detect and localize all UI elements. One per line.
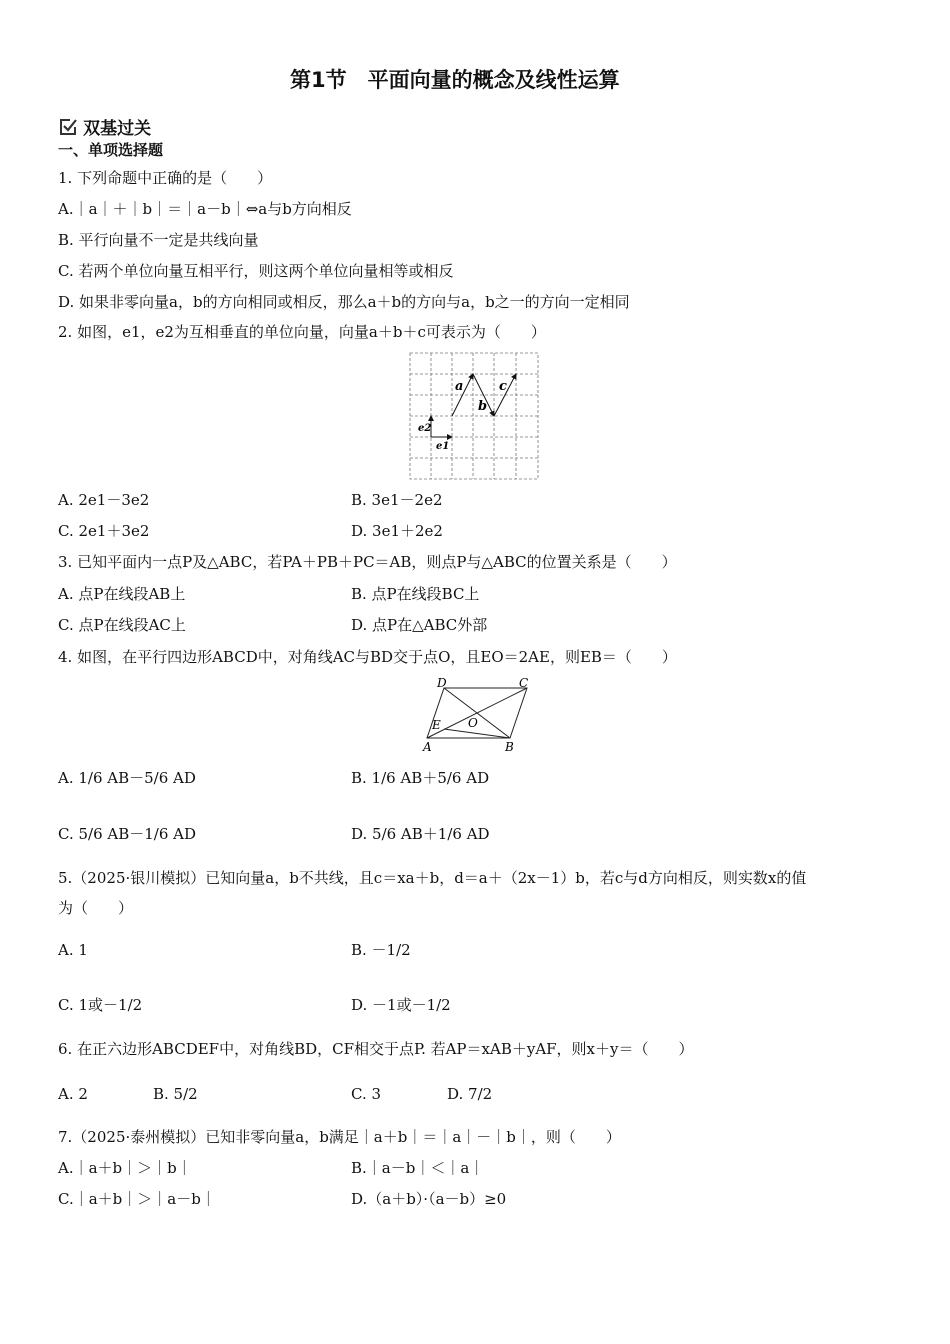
- label-B: B: [505, 740, 514, 754]
- q5-option-a[interactable]: A. 1: [58, 941, 88, 959]
- q6-option-a[interactable]: A. 2: [58, 1085, 88, 1103]
- label-e1: e1: [436, 441, 450, 452]
- q5-option-d[interactable]: D. －1或－1/2: [351, 996, 451, 1014]
- q2-option-c[interactable]: C. 2e1＋3e2: [58, 522, 150, 540]
- q6-stem: 6. 在正六边形ABCDEF中，对角线BD，CF相交于点P. 若AP＝xAB＋yAF，则x＋y＝（ ）: [58, 1040, 694, 1058]
- q4-parallelogram-figure: [415, 675, 535, 755]
- q6-option-c[interactable]: C. 3: [351, 1085, 382, 1103]
- q3-option-b[interactable]: B. 点P在线段BC上: [351, 585, 480, 603]
- label-D: D: [437, 676, 447, 690]
- label-E: E: [432, 718, 441, 732]
- q5-stem-line1: 5.（2025·银川模拟）已知向量a，b不共线，且c＝xa＋b，d＝a＋（2x－1）b，若c与d方向相反，则实数x的值: [58, 869, 807, 887]
- q7-stem: 7.（2025·泰州模拟）已知非零向量a，b满足｜a＋b｜＝｜a｜－｜b｜，则（ ）: [58, 1128, 621, 1146]
- label-e2: e2: [418, 423, 432, 434]
- q1-option-d[interactable]: D. 如果非零向量a，b的方向相同或相反，那么a＋b的方向与a，b之一的方向一定相同: [58, 293, 630, 311]
- q3-stem: 3. 已知平面内一点P及△ABC，若PA＋PB＋PC＝AB，则点P与△ABC的位置关系是（ ）: [58, 553, 677, 571]
- section-header: [58, 114, 151, 139]
- section-label: 双基过关: [83, 119, 152, 139]
- q7-option-a[interactable]: A.｜a＋b｜＞｜b｜: [58, 1159, 192, 1177]
- q5-stem-line2: 为（ ）: [58, 899, 134, 917]
- q2-option-a[interactable]: A. 2e1－3e2: [58, 491, 150, 509]
- q1-option-a[interactable]: A.｜a｜＋｜b｜＝｜a－b｜⇔a与b方向相反: [58, 200, 352, 218]
- label-A: A: [423, 740, 432, 754]
- q4-option-c[interactable]: C. 5/6 AB－1/6 AD: [58, 825, 197, 843]
- q4-option-d[interactable]: D. 5/6 AB＋1/6 AD: [351, 825, 490, 843]
- q4-option-b[interactable]: B. 1/6 AB＋5/6 AD: [351, 769, 490, 787]
- q3-option-d[interactable]: D. 点P在△ABC外部: [351, 616, 488, 634]
- label-O: O: [468, 716, 478, 730]
- q5-option-c[interactable]: C. 1或－1/2: [58, 996, 143, 1014]
- label-a: a: [455, 379, 464, 394]
- q4-option-a[interactable]: A. 1/6 AB－5/6 AD: [58, 769, 196, 787]
- q3-option-a[interactable]: A. 点P在线段AB上: [58, 585, 186, 603]
- label-b: b: [478, 399, 488, 414]
- q2-stem: 2. 如图，e1，e2为互相垂直的单位向量，向量a＋b＋c可表示为（ ）: [58, 323, 546, 341]
- q1-stem: 1. 下列命题中正确的是（ ）: [58, 169, 273, 187]
- q6-option-b[interactable]: B. 5/2: [153, 1085, 198, 1103]
- grid-lines: [410, 353, 538, 479]
- q1-option-c[interactable]: C. 若两个单位向量互相平行，则这两个单位向量相等或相反: [58, 262, 454, 280]
- q7-option-c[interactable]: C.｜a＋b｜＞｜a－b｜: [58, 1190, 216, 1208]
- q2-grid-figure: [409, 352, 541, 482]
- label-c: c: [499, 379, 507, 394]
- page-title: 第1节 平面向量的概念及线性运算: [290, 68, 620, 92]
- q2-option-b[interactable]: B. 3e1－2e2: [351, 491, 443, 509]
- q3-option-c[interactable]: C. 点P在线段AC上: [58, 616, 186, 634]
- q7-option-d[interactable]: D.（a＋b）·（a－b）≥0: [351, 1190, 507, 1208]
- q2-option-d[interactable]: D. 3e1＋2e2: [351, 522, 443, 540]
- q7-option-b[interactable]: B.｜a－b｜＜｜a｜: [351, 1159, 485, 1177]
- q4-stem: 4. 如图，在平行四边形ABCD中，对角线AC与BD交于点O，且EO＝2AE，则EB＝（ ）: [58, 648, 677, 666]
- q5-option-b[interactable]: B. －1/2: [351, 941, 411, 959]
- checkbox-icon: [58, 117, 78, 137]
- q6-option-d[interactable]: D. 7/2: [447, 1085, 493, 1103]
- subsection-heading: 一、单项选择题: [58, 141, 164, 159]
- label-C: C: [519, 676, 529, 690]
- q1-option-b[interactable]: B. 平行向量不一定是共线向量: [58, 231, 259, 249]
